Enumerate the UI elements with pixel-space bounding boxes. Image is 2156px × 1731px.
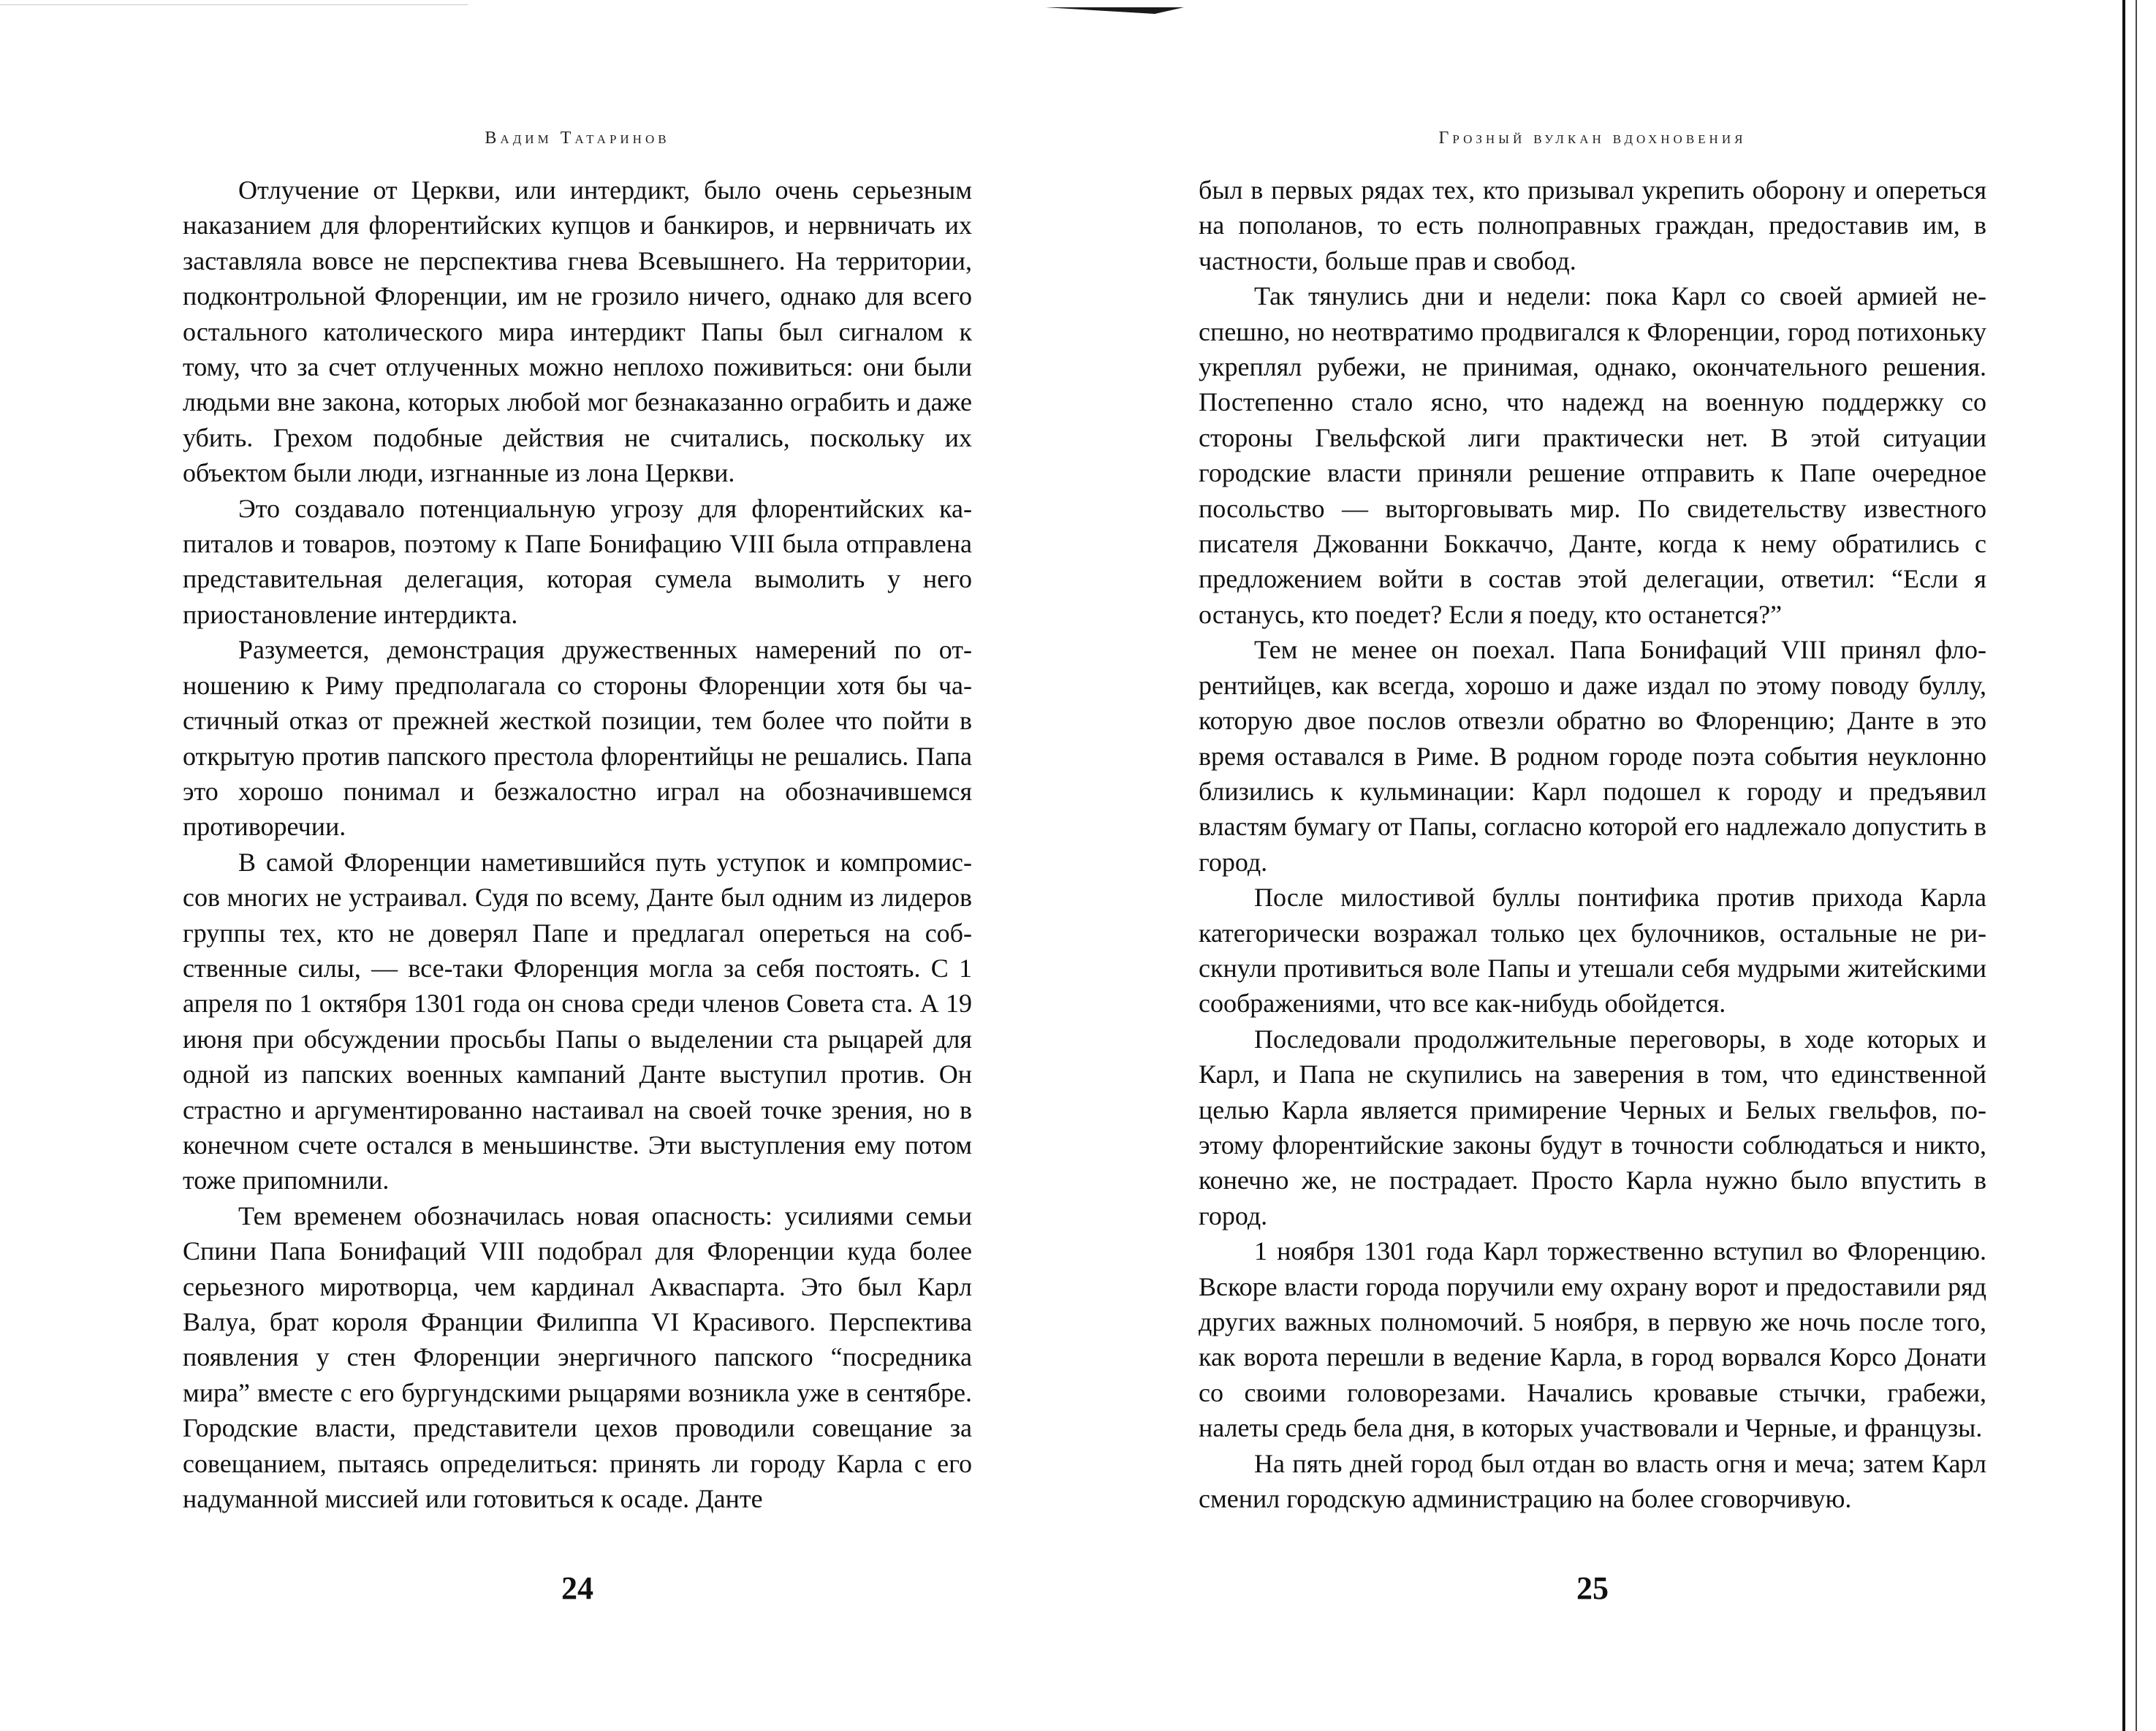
running-head-author: Вадим Татаринов bbox=[485, 129, 670, 148]
page-number: 24 bbox=[561, 1570, 593, 1606]
paragraph: 1 ноября 1301 года Карл торжественно вступил во Флоренцию. Вскоре власти города поручили ему охрану ворот и предоставили ряд других важных полномочий. 5 ноября, в первую же ночь после того, как ворота перешли в ведение Карла, в город ворвался Корсо Донати со своими головорезами. Начались кровавые стычки, грабежи, налеты средь бела дня, в которых участвовали и Черные, и французы. bbox=[1199, 1236, 1986, 1443]
right-page bbox=[1199, 0, 1986, 1731]
left-page-text bbox=[183, 172, 972, 1516]
page-edge-shadow bbox=[2122, 0, 2125, 1731]
paragraph: Последовали продолжительные переговоры, в ходе которых и Карл, и Папа не скупились на заверения в том, что единственной целью Карла является примирение Черных и Белых гвельфов, поэтому флорентийские законы будут в точности соблюдаться и никто, конечно же, не пострадает. Просто Карла нужно было впустить в город. bbox=[1199, 1024, 1986, 1230]
paragraph: На пять дней город был отдан во власть огня и меча; затем Карл сменил городскую администрацию на более сговорчивую. bbox=[1199, 1448, 1986, 1514]
paragraph: Это создавало потенциальную угрозу для флорентийских капиталов и товаров, поэтому к Папе Бонифацию VIII была отправлена представительная делегация, которая сумела вымолить у него приостановление интердикта. bbox=[183, 493, 972, 629]
left-page bbox=[183, 0, 972, 1731]
paragraph: Тем временем обозначилась новая опасность: усилиями семьи Спини Папа Бонифаций VIII подобрал для Флоренции куда более серьезного миротворца, чем кардинал Акваспарта. Это был Карл Валуа, брат короля Франции Филиппа VI Красивого. Перспектива появления у стен Флоренции энергичного папского “посредника мира” вместе с его бургундскими рыцарями возникла уже в сентябре. Городские власти, представители цехов проводили совещание за совещанием, пытаясь определиться: принять ли городу Карла с его надуманной миссией или готовиться к осаде. Данте bbox=[183, 1201, 972, 1514]
paragraph: Так тянулись дни и недели: пока Карл со своей армией неспешно, но неотвратимо продвигался к Флоренции, город потихоньку укреплял рубежи, не принимая, однако, окончательного решения. Постепенно стало ясно, что надежд на военную поддержку со стороны Гвельфской лиги практически нет. В этой ситуации городские власти приняли решение отправить к Папе очередное посольство — выторговывать мир. По свидетельству известного писателя Джованни Боккаччо, Данте, когда к нему обратились с предложением войти в состав этой делегации, ответил: “Если я останусь, кто поедет? Если я поеду, кто останется?” bbox=[1199, 281, 1986, 629]
paragraph: Отлучение от Церкви, или интердикт, было очень серьезным наказанием для флорентийских купцов и банкиров, и нервничать их заставляла вовсе не перспектива гнева Всевышнего. На территории, подконтрольной Флоренции, им не грозило ничего, однако для всего остального католического мира интердикт Папы был сигналом к тому, что за счет отлученных можно неплохо поживиться: они были людьми вне закона, которых любой мог безнаказанно ограбить и даже убить. Грехом подобные действия не считались, поскольку их объектом были люди, изгнанные из лона Церкви. bbox=[183, 175, 972, 488]
paragraph: Разумеется, демонстрация дружественных намерений по отношению к Риму предполагала со стороны Флоренции хотя бы частичный отказ от прежней жесткой позиции, тем более что пойти в открытую против папского престола флорентийцы не решались. Папа это хорошо понимал и безжалостно играл на обозначившемся противоречии. bbox=[183, 635, 972, 842]
page-number: 25 bbox=[1576, 1570, 1609, 1606]
page-edge-line bbox=[2136, 0, 2137, 1731]
paragraph: В самой Флоренции наметившийся путь уступок и компромиссов многих не устраивал. Судя по всему, Данте был одним из лидеров группы тех, кто не доверял Папе и предлагал опереться на собственные силы, — все-таки Флоренция могла за себя постоять. С 1 апреля по 1 октября 1301 года он снова среди членов Совета ста. А 19 июня при обсуждении просьбы Папы о выделении ста рыцарей для одной из папских военных кампаний Данте выступил против. Он страстно и аргументированно настаивал на своей точке зрения, но в конечном счете остался в меньшинстве. Эти выступления ему потом тоже припомнили. bbox=[183, 847, 972, 1195]
right-page-text bbox=[1199, 172, 1986, 1516]
paragraph: Тем не менее он поехал. Папа Бонифаций VIII принял флорентийцев, как всегда, хорошо и даже издал по этому поводу буллу, которую двое послов отвезли обратно во Флоренцию; Данте в это время оставался в Риме. В родном городе поэта события неуклонно близились к кульминации: Карл подошел к городу и предъявил властям бумагу от Папы, согласно которой его надлежало допустить в город. bbox=[1199, 635, 1986, 877]
paragraph-continuation: был в первых рядах тех, кто призывал укрепить оборону и опереться на пополанов, то есть полноправных граждан, предоставив им, в частности, больше прав и свобод. bbox=[1199, 175, 1986, 275]
fold-mark bbox=[1045, 7, 1184, 14]
running-head-title: Грозный вулкан вдохновения bbox=[1438, 129, 1747, 148]
paragraph: После милостивой буллы понтифика против прихода Карла категорически возражал только цех булочников, остальные не рискнули противиться воле Папы и утешали себя мудрыми житейскими соображениями, что все как-нибудь обойдется. bbox=[1199, 883, 1986, 1019]
